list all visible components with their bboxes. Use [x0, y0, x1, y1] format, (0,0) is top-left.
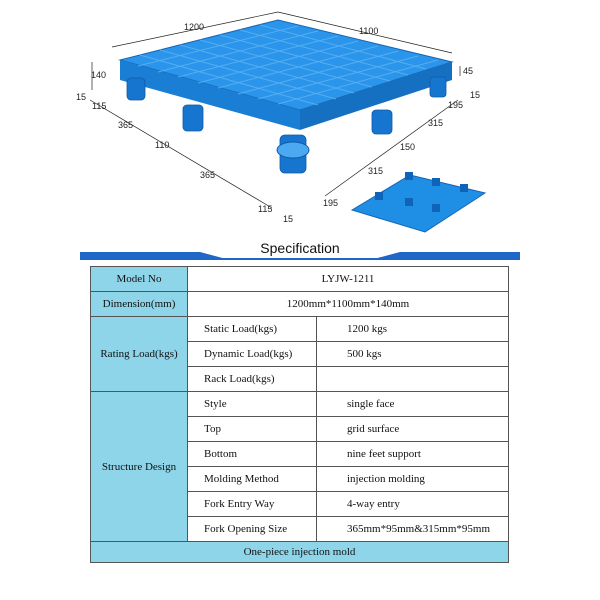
table-row [91, 292, 509, 317]
dim-bottom-15: 15 [283, 214, 294, 224]
row-value [317, 367, 509, 392]
row-value: 365mm*95mm&315mm*95mm [317, 517, 509, 542]
row-key: Dynamic Load(kgs) [188, 342, 317, 367]
table-row [91, 267, 509, 292]
dim-left-15: 15 [76, 92, 87, 102]
structure-label: Structure Design [91, 392, 188, 542]
dim-left-365b: 365 [200, 170, 216, 180]
row-key: Molding Method [188, 467, 317, 492]
dimension-label: Dimension(mm) [91, 292, 188, 317]
row-value: 1200 kgs [317, 317, 509, 342]
corner-pocket [277, 142, 309, 158]
row-key: Static Load(kgs) [188, 317, 317, 342]
dim-left-110: 110 [155, 140, 170, 150]
spec-title: Specification [260, 240, 340, 256]
dim-right-150: 150 [400, 142, 416, 152]
row-key: Style [188, 392, 317, 417]
dim-right-315a: 315 [368, 166, 384, 176]
dim-right-15: 15 [470, 90, 481, 100]
row-value: 500 kgs [317, 342, 509, 367]
rating-label: Rating Load(kgs) [91, 317, 188, 392]
dim-left-115: 115 [92, 101, 107, 111]
row-key: Top [188, 417, 317, 442]
footer-text: One-piece injection mold [91, 542, 509, 563]
spec-table [90, 266, 509, 563]
table-row [91, 392, 509, 417]
row-key: Rack Load(kgs) [188, 367, 317, 392]
row-value: nine feet support [317, 442, 509, 467]
dim-140: 140 [91, 70, 107, 80]
table-footer [91, 542, 509, 563]
model-label: Model No [91, 267, 188, 292]
row-value: single face [317, 392, 509, 417]
dim-bottom-195: 195 [323, 198, 339, 208]
dim-bottom-115: 115 [258, 204, 273, 214]
model-value: LYJW-1211 [188, 267, 509, 292]
row-key: Bottom [188, 442, 317, 467]
pallet-drawing [0, 0, 600, 235]
pallet-bottom-view [352, 175, 485, 232]
row-value: injection molding [317, 467, 509, 492]
dimension-value: 1200mm*1100mm*140mm [188, 292, 509, 317]
dim-45: 45 [463, 66, 474, 76]
row-value: 4-way entry [317, 492, 509, 517]
dim-left-365a: 365 [118, 120, 134, 130]
row-key: Fork Opening Size [188, 517, 317, 542]
dim-right-315b: 315 [428, 118, 444, 128]
row-value: grid surface [317, 417, 509, 442]
dim-right-195: 195 [448, 100, 464, 110]
dim-1100: 1100 [359, 26, 379, 36]
table-row [91, 317, 509, 342]
dim-1200: 1200 [184, 22, 205, 32]
row-key: Fork Entry Way [188, 492, 317, 517]
